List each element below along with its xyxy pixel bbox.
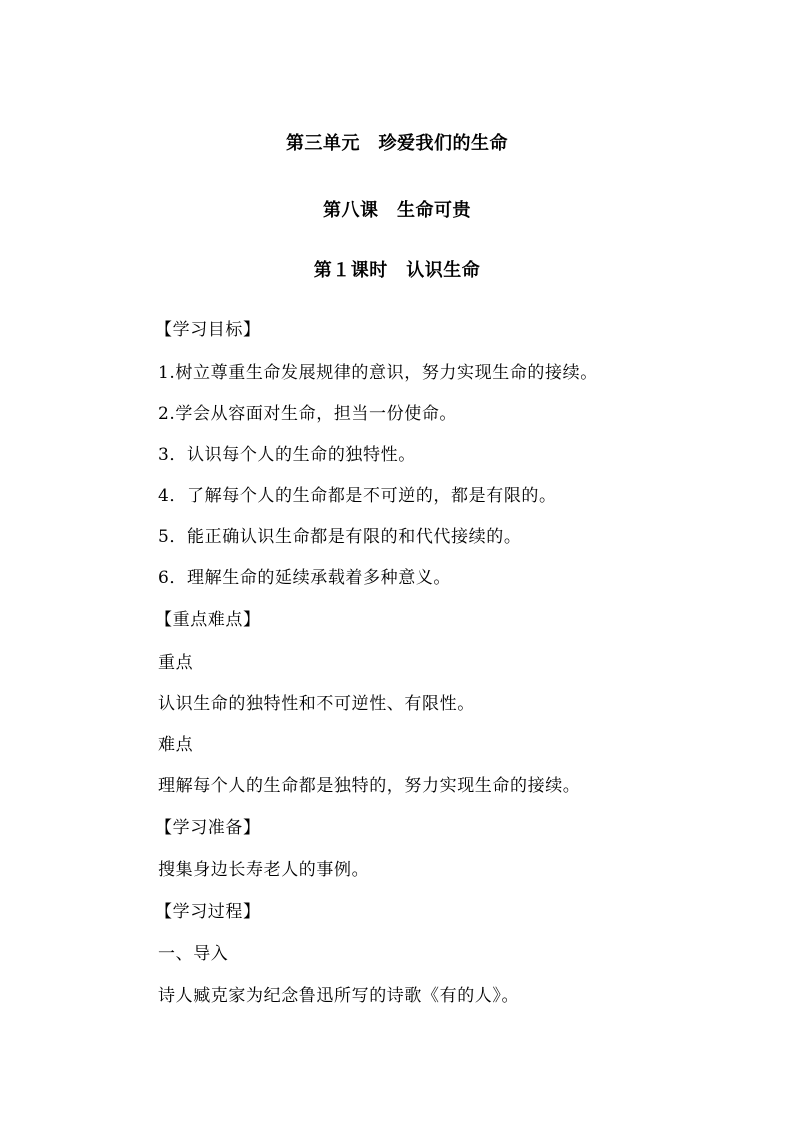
- unit-title: 第三单元 珍爱我们的生命: [286, 133, 508, 154]
- objective-item: 1.树立尊重生命发展规律的意识，努力实现生命的接续。: [158, 363, 598, 383]
- lesson-title: 第八课 生命可贵: [323, 200, 471, 221]
- objective-item: 2.学会从容面对生命，担当一份使命。: [158, 404, 458, 424]
- process-heading: 【学习过程】: [155, 902, 261, 922]
- key-points-heading: 【重点难点】: [155, 610, 261, 630]
- session-title: 第１课时 认识生命: [313, 260, 481, 281]
- objective-item: 3．认识每个人的生命的独特性。: [158, 445, 416, 465]
- process-step: 一、导入: [158, 944, 229, 964]
- preparation-heading: 【学习准备】: [155, 818, 261, 838]
- objective-item: 4．了解每个人的生命都是不可逆的，都是有限的。: [158, 486, 557, 506]
- objectives-heading: 【学习目标】: [155, 320, 261, 340]
- objective-item: 6．理解生命的延续承载着多种意义。: [158, 568, 452, 588]
- preparation-text: 搜集身边长寿老人的事例。: [158, 860, 370, 880]
- process-step-text: 诗人臧克家为纪念鲁迅所写的诗歌《有的人》。: [158, 986, 520, 1006]
- difficulty-text: 理解每个人的生命都是独特的，努力实现生命的接续。: [158, 776, 581, 796]
- difficulty-label: 难点: [158, 735, 194, 755]
- key-text: 认识生命的独特性和不可逆性、有限性。: [158, 694, 475, 714]
- objective-item: 5．能正确认识生命都是有限的和代代接续的。: [158, 527, 522, 547]
- key-label: 重点: [158, 653, 194, 673]
